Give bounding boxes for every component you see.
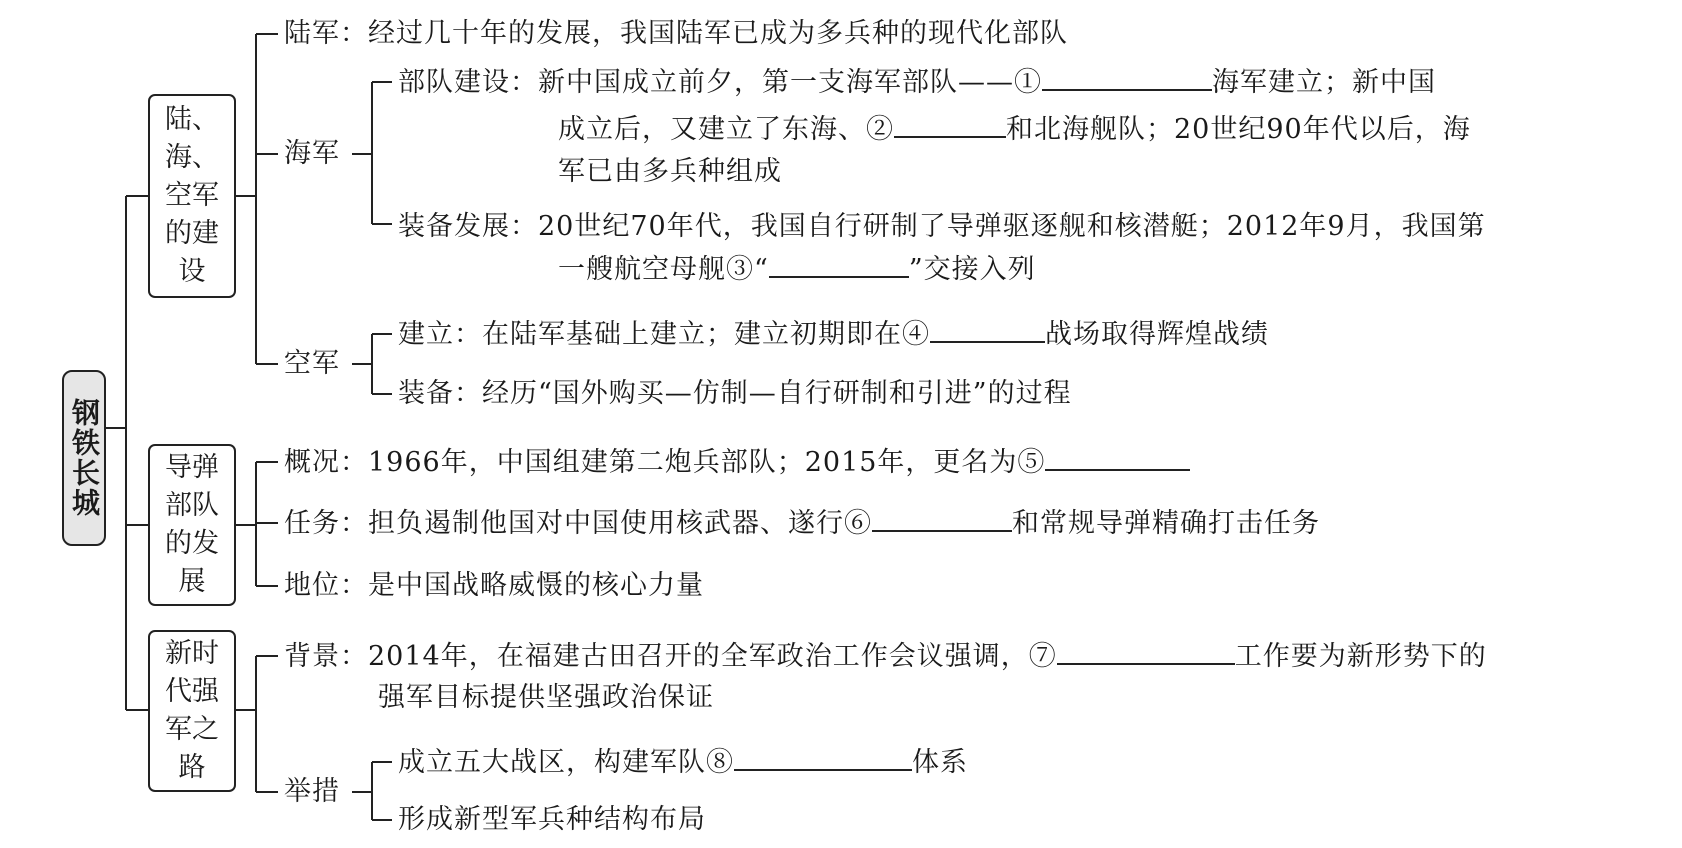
newera-background-line-1: 背景：2014年，在福建古田召开的全军政治工作会议强调，⑦ 工作要为新形势下的 <box>284 641 1487 672</box>
navy-equip-line-2: 一艘航空母舰③“ ”交接入列 <box>558 254 1036 285</box>
blank-5 <box>1045 445 1190 471</box>
blank-7 <box>1057 639 1235 665</box>
army-text: 陆军：经过几十年的发展，我国陆军已成为多兵种的现代化部队 <box>284 18 1068 49</box>
navy-build-line-1: 部队建设：新中国成立前夕，第一支海军部队——① 海军建立；新中国 <box>398 67 1436 98</box>
node-line: 新时 <box>165 638 219 669</box>
blank-3 <box>769 252 909 278</box>
airforce-label: 空军 <box>284 348 340 379</box>
node-missile-force <box>148 444 236 606</box>
blank-2 <box>894 112 1006 138</box>
navy-label: 海军 <box>284 138 340 169</box>
missile-status: 地位：是中国战略威慑的核心力量 <box>284 570 704 601</box>
root-label: 钢铁长城 <box>68 398 101 518</box>
blank-8 <box>734 745 912 771</box>
node-line: 的发 <box>165 528 219 559</box>
navy-equip-line-1: 装备发展：20世纪70年代，我国自行研制了导弹驱逐舰和核潜艇；2012年9月，我国第 <box>398 211 1486 242</box>
airforce-build: 建立：在陆军基础上建立；建立初期即在④ 战场取得辉煌战绩 <box>398 319 1269 350</box>
blank-1 <box>1042 65 1212 91</box>
node-line: 海、 <box>165 142 219 173</box>
newera-background-line-2: 强军目标提供坚强政治保证 <box>378 682 714 713</box>
node-line: 军之 <box>165 714 219 745</box>
missile-overview: 概况：1966年，中国组建第二炮兵部队；2015年，更名为⑤ <box>284 445 1190 480</box>
node-line: 陆、 <box>165 104 219 135</box>
node-line: 空军 <box>165 180 219 211</box>
missile-task: 任务：担负遏制他国对中国使用核武器、遂行⑥ 和常规导弹精确打击任务 <box>284 508 1320 539</box>
measures-label: 举措 <box>284 776 340 807</box>
node-armed-forces-construction <box>148 94 236 298</box>
measure-2: 形成新型军兵种结构布局 <box>398 804 706 835</box>
measure-1: 成立五大战区，构建军队⑧ 体系 <box>398 747 968 778</box>
navy-build-line-2: 成立后，又建立了东海、② 和北海舰队；20世纪90年代以后，海 <box>558 114 1471 145</box>
node-line: 设 <box>178 256 206 287</box>
node-line: 代强 <box>165 676 219 707</box>
node-line: 的建 <box>165 218 219 249</box>
node-line: 导弹 <box>165 452 219 483</box>
node-line: 路 <box>178 752 206 783</box>
navy-build-line-3: 军已由多兵种组成 <box>558 156 782 187</box>
node-new-era <box>148 630 236 792</box>
airforce-equip: 装备：经历“国外购买—仿制—自行研制和引进”的过程 <box>398 378 1072 409</box>
blank-6 <box>872 506 1012 532</box>
blank-4 <box>930 317 1045 343</box>
node-line: 部队 <box>165 490 219 521</box>
node-line: 展 <box>178 566 206 597</box>
root-node <box>62 370 106 546</box>
